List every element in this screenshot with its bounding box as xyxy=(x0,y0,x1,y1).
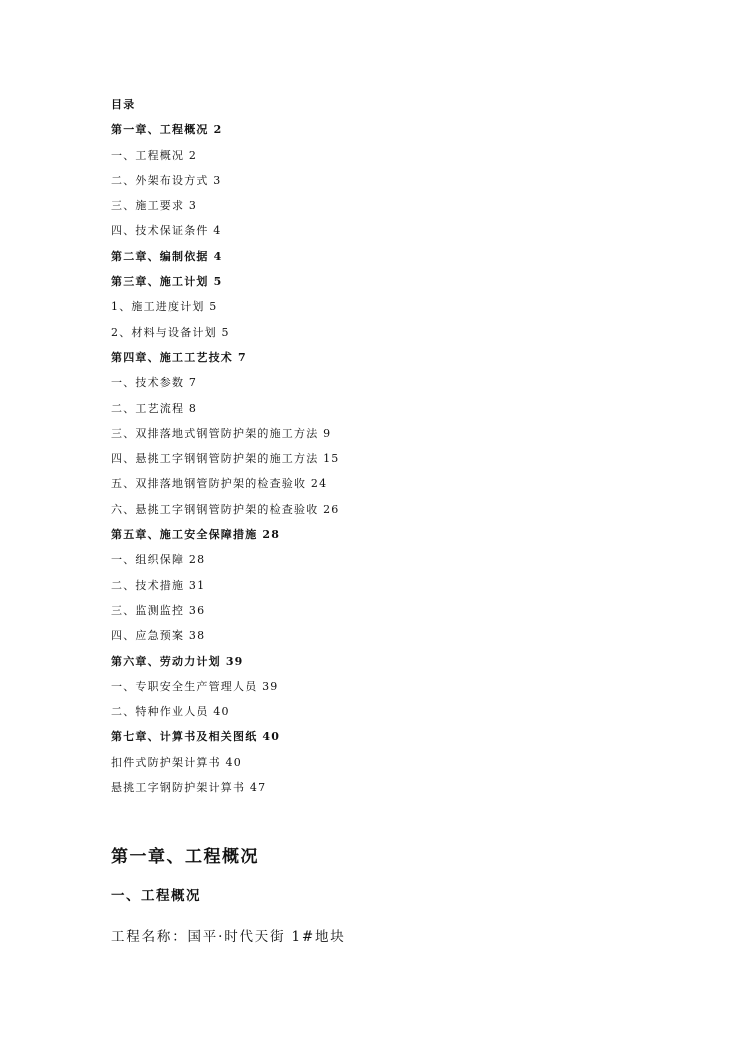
toc-entry[interactable]: 三、施工要求 3 xyxy=(111,199,198,213)
toc-entry[interactable]: 二、工艺流程 8 xyxy=(111,401,198,415)
toc-entry[interactable]: 2、材料与设备计划 5 xyxy=(111,325,230,339)
toc-entry-chapter-1[interactable]: 第一章、工程概况 2 xyxy=(111,123,223,137)
toc-entry[interactable]: 1、施工进度计划 5 xyxy=(111,300,218,314)
toc-entry[interactable]: 五、双排落地钢管防护架的检查验收 24 xyxy=(111,477,328,491)
toc-entry-chapter-7[interactable]: 第七章、计算书及相关图纸 40 xyxy=(111,730,281,744)
toc-entry[interactable]: 四、悬挑工字钢钢管防护架的施工方法 15 xyxy=(111,452,340,466)
toc-entry[interactable]: 六、悬挑工字钢钢管防护架的检查验收 26 xyxy=(111,502,340,516)
toc-entry-chapter-4[interactable]: 第四章、施工工艺技术 7 xyxy=(111,350,247,364)
toc-entry-chapter-6[interactable]: 第六章、劳动力计划 39 xyxy=(111,654,244,668)
toc-entry[interactable]: 二、外架布设方式 3 xyxy=(111,173,222,187)
chapter-title: 第一章、工程概况 xyxy=(111,847,259,867)
toc-entry[interactable]: 一、专职安全生产管理人员 39 xyxy=(111,679,279,693)
toc-entry[interactable]: 二、特种作业人员 40 xyxy=(111,705,230,719)
toc-entry-chapter-5[interactable]: 第五章、施工安全保障措施 28 xyxy=(111,528,281,542)
section-title: 一、工程概况 xyxy=(111,888,201,904)
toc-entry[interactable]: 二、技术措施 31 xyxy=(111,578,206,592)
toc-entry[interactable]: 四、技术保证条件 4 xyxy=(111,224,222,238)
toc-entry[interactable]: 扣件式防护架计算书 40 xyxy=(111,755,242,769)
toc-entry[interactable]: 悬挑工字钢防护架计算书 47 xyxy=(111,781,267,795)
toc-entry[interactable]: 一、技术参数 7 xyxy=(111,376,198,390)
toc-entry[interactable]: 三、监测监控 36 xyxy=(111,603,206,617)
toc-entry-chapter-3[interactable]: 第三章、施工计划 5 xyxy=(111,275,223,289)
toc-entry[interactable]: 一、工程概况 2 xyxy=(111,148,198,162)
table-of-contents xyxy=(111,92,671,800)
toc-entry-chapter-2[interactable]: 第二章、编制依据 4 xyxy=(111,249,223,263)
project-name-paragraph: 工程名称：国平·时代天街 1#地块 xyxy=(111,929,346,945)
toc-heading: 目录 xyxy=(111,98,136,111)
toc-entry[interactable]: 三、双排落地式钢管防护架的施工方法 9 xyxy=(111,426,332,440)
toc-entry[interactable]: 一、组织保障 28 xyxy=(111,553,206,567)
toc-entry[interactable]: 四、应急预案 38 xyxy=(111,629,206,643)
